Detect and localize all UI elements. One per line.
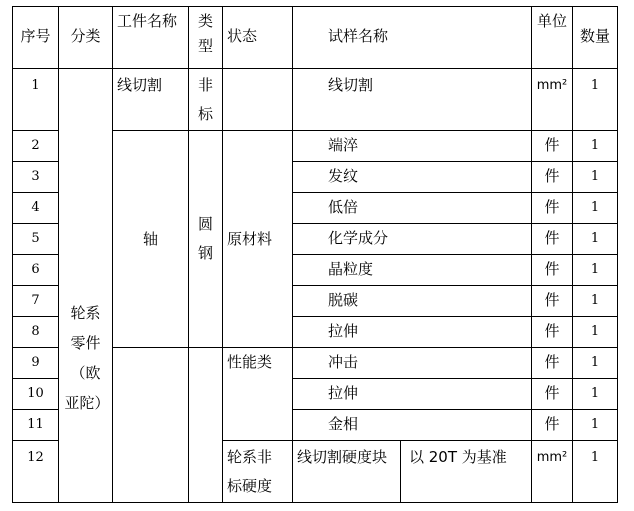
unit-cell: 件 (532, 255, 573, 286)
part-name-cell: 线切割 (113, 69, 189, 131)
header-part-name: 工件名称 (113, 7, 189, 69)
sample-name-cell: 冲击 (293, 348, 532, 379)
quantity-cell: 1 (573, 441, 618, 503)
unit-cell: 件 (532, 286, 573, 317)
header-unit: 单位 (532, 7, 573, 69)
sample-name-cell: 金相 (293, 410, 532, 441)
header-sample-name: 试样名称 (293, 7, 532, 69)
quantity-cell: 1 (573, 162, 618, 193)
quantity-cell: 1 (573, 317, 618, 348)
row-index: 3 (13, 162, 59, 193)
quantity-cell: 1 (573, 131, 618, 162)
type-round-steel-cell: 圆钢 (197, 215, 213, 262)
row-index: 8 (13, 317, 59, 348)
sample-name-cell: 晶粒度 (293, 255, 532, 286)
header-category: 分类 (59, 7, 113, 69)
quantity-cell: 1 (573, 286, 618, 317)
row-index: 4 (13, 193, 59, 224)
sample-name-cell: 化学成分 (293, 224, 532, 255)
row-index: 1 (13, 69, 59, 131)
unit-cell: 件 (532, 379, 573, 410)
sample-name-cell: 脱碳 (293, 286, 532, 317)
row-index: 2 (13, 131, 59, 162)
sample-name-cell: 低倍 (293, 193, 532, 224)
unit-cell: 件 (532, 224, 573, 255)
type-empty-cell (189, 348, 223, 503)
unit-cell: 件 (532, 193, 573, 224)
sample-table (12, 6, 618, 503)
header-index: 序号 (13, 7, 59, 69)
quantity-cell: 1 (573, 69, 618, 131)
unit-cell: mm² (532, 441, 573, 503)
header-quantity: 数量 (573, 7, 618, 69)
unit-cell: 件 (532, 162, 573, 193)
sample-name-cell: 端淬 (293, 131, 532, 162)
category-cell: 轮系零件（欧亚陀） (64, 304, 110, 412)
row-index: 12 (13, 441, 59, 503)
note-cell: 以 20T 为基准 (401, 441, 532, 503)
row-index: 6 (13, 255, 59, 286)
quantity-cell: 1 (573, 379, 618, 410)
sample-name-cell: 发纹 (293, 162, 532, 193)
header-status: 状态 (223, 7, 293, 69)
table-row (13, 69, 618, 131)
sample-name-cell: 拉伸 (293, 317, 532, 348)
part-name-empty-cell (113, 348, 189, 503)
status-cell (223, 441, 293, 503)
quantity-cell: 1 (573, 348, 618, 379)
unit-cell: 件 (532, 317, 573, 348)
sample-name-cell: 线切割硬度块 (293, 441, 401, 503)
type-cell: 非标 (189, 69, 223, 131)
quantity-cell: 1 (573, 193, 618, 224)
part-name-shaft-cell: 轴 (113, 131, 189, 348)
header-row (13, 7, 618, 69)
status-performance-cell: 性能类 (223, 348, 293, 441)
status-raw-material-cell: 原材料 (223, 131, 293, 348)
row-index: 11 (13, 410, 59, 441)
unit-cell: 件 (532, 131, 573, 162)
quantity-cell: 1 (573, 410, 618, 441)
row-index: 10 (13, 379, 59, 410)
row-index: 5 (13, 224, 59, 255)
row-index: 9 (13, 348, 59, 379)
quantity-cell: 1 (573, 255, 618, 286)
sample-name-cell: 拉伸 (293, 379, 532, 410)
status-cell (223, 69, 293, 131)
unit-cell: 件 (532, 410, 573, 441)
status-hardness-label: 轮系非标硬度 (227, 448, 273, 495)
unit-cell: 件 (532, 348, 573, 379)
unit-cell: mm² (532, 69, 573, 131)
row-index: 7 (13, 286, 59, 317)
header-type: 类型 (189, 7, 223, 69)
quantity-cell: 1 (573, 224, 618, 255)
sample-name-cell: 线切割 (293, 69, 532, 131)
